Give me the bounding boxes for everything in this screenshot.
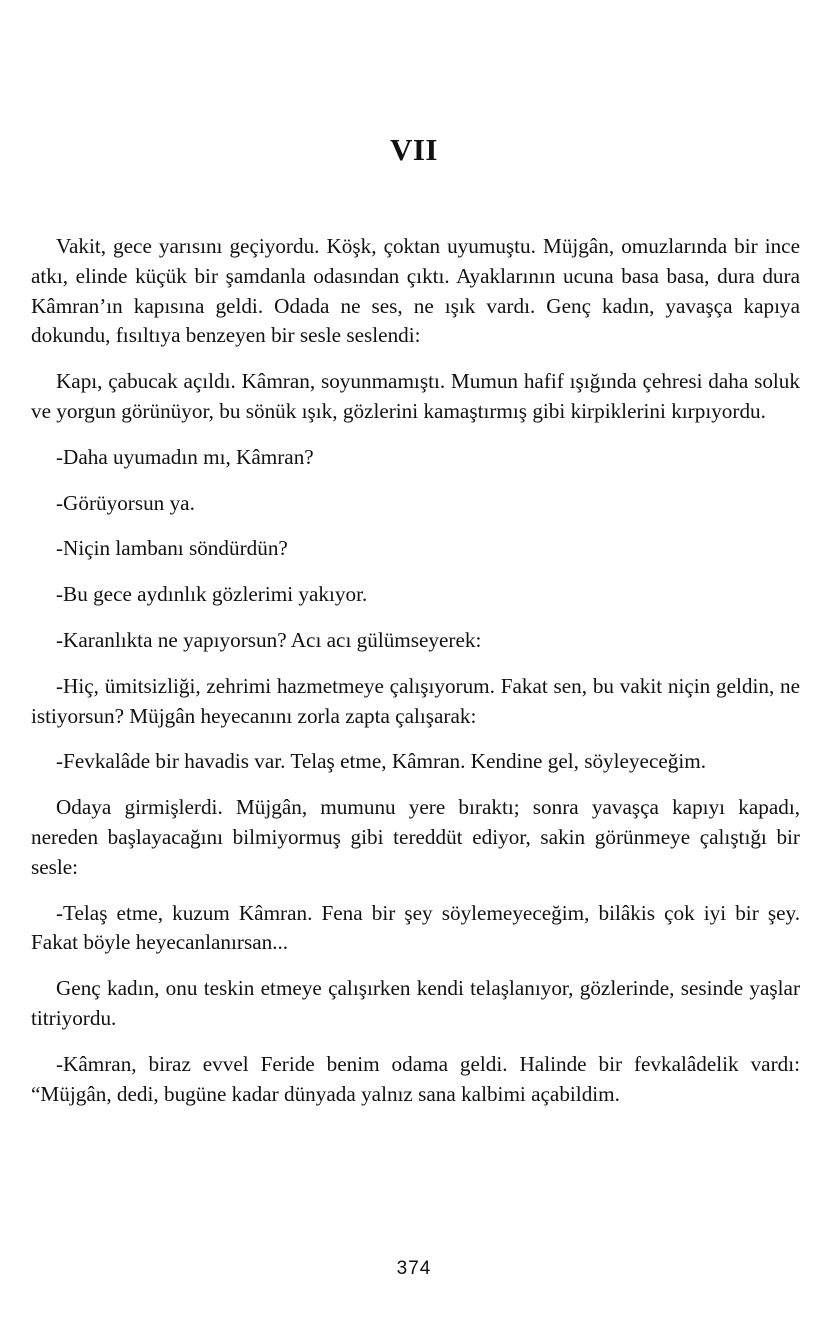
paragraph: Genç kadın, onu teskin etmeye çalışırken kendi telaşlanıyor, gözlerinde, sesinde yaşlar titriyordu. bbox=[31, 976, 800, 1030]
paragraph: -Telaş etme, kuzum Kâmran. Fena bir şey söylemeyeceğim, bilâkis çok iyi bir şey. Fakat böyle heyecanlanırsan... bbox=[31, 900, 800, 955]
paragraph: -Niçin lambanı söndürdün? bbox=[56, 536, 288, 561]
paragraph: -Daha uyumadın mı, Kâmran? bbox=[56, 444, 314, 469]
paragraph: Vakit, gece yarısını geçiyordu. Köşk, çoktan uyumuştu. Müjgân, omuzlarında bir ince atkı, elinde küçük bir şamdanla odasından çıktı. Ayaklarının ucuna basa basa, dura dura Kâmran’ın kapısına geldi. Odada ne ses, ne ışık vardı. Genç kadın, yavaşça kapıya dokundu, fısıltıya benzeyen bir sesle seslendi: bbox=[31, 234, 800, 348]
text-body bbox=[31, 232, 800, 1125]
page-number: 374 bbox=[396, 1258, 432, 1279]
paragraph: -Hiç, ümitsizliği, zehrimi hazmetmeye çalışıyorum. Fakat sen, bu vakit niçin geldin, ne istiyorsun? Müjgân heyecanını zorla zapta çalışarak: bbox=[31, 673, 800, 728]
chapter-title: VII bbox=[389, 132, 438, 167]
paragraph: -Kâmran, biraz evvel Feride benim odama geldi. Halinde bir fevkalâdelik vardı: “Müjgân, dedi, bugüne kadar dünyada yalnız sana kalbimi açabildim. bbox=[31, 1051, 800, 1106]
paragraph: -Görüyorsun ya. bbox=[56, 490, 195, 515]
paragraph: -Fevkalâde bir havadis var. Telaş etme, Kâmran. Kendine gel, söyleyeceğim. bbox=[56, 749, 707, 774]
paragraph: Kapı, çabucak açıldı. Kâmran, soyunmamıştı. Mumun hafif ışığında çehresi daha soluk ve yorgun görünüyor, bu sönük ışık, gözlerini kamaştırmış gibi kirpiklerini kırpıyordu. bbox=[31, 369, 800, 423]
paragraph: Odaya girmişlerdi. Müjgân, mumunu yere bıraktı; sonra yavaşça kapıyı kapadı, nereden başlayacağını bilmiyormuş gibi tereddüt ediyor, sakin görünmeye çalıştığı bir sesle: bbox=[31, 795, 800, 879]
paragraph: -Karanlıkta ne yapıyorsun? Acı acı gülümseyerek: bbox=[56, 627, 482, 652]
paragraph: -Bu gece aydınlık gözlerimi yakıyor. bbox=[56, 582, 368, 607]
